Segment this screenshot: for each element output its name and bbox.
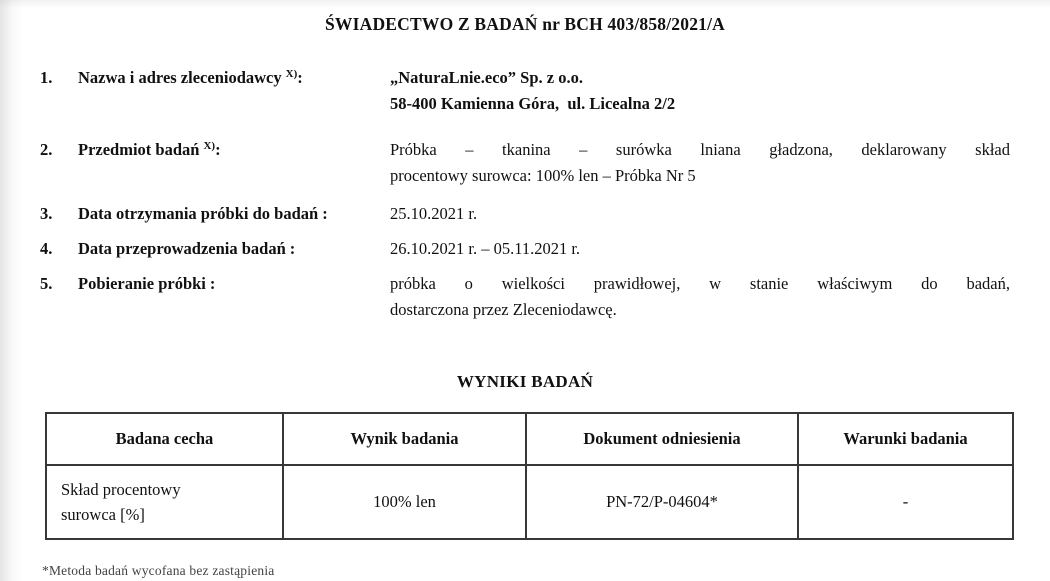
scan-top-shadow bbox=[0, 0, 1050, 8]
item-value bbox=[390, 65, 1010, 117]
item-label-colon: : bbox=[322, 204, 328, 223]
item-number: 5. bbox=[40, 274, 53, 293]
item-client-name-address bbox=[40, 65, 1010, 117]
item-number: 3. bbox=[40, 204, 53, 223]
results-section-heading: WYNIKI BADAŃ bbox=[456, 372, 594, 391]
item-label bbox=[78, 137, 390, 163]
item-sample-received-date bbox=[40, 201, 1010, 227]
footnote-marker: X) bbox=[285, 67, 298, 80]
results-table-header-row bbox=[46, 413, 1013, 465]
item-value bbox=[390, 271, 1010, 323]
item-label-colon: : bbox=[289, 239, 296, 258]
item-sampling bbox=[40, 271, 1010, 323]
item-value bbox=[390, 236, 1010, 262]
sampling-line2: dostarczona przez Zleceniodawcę. bbox=[390, 300, 617, 319]
item-value bbox=[390, 201, 1010, 227]
cell-test-conditions: - bbox=[798, 465, 1013, 539]
item-label bbox=[78, 271, 390, 297]
test-subject-line2: procentowy surowca: 100% len – Próbka Nr 5 bbox=[390, 166, 696, 185]
item-label bbox=[78, 201, 390, 227]
item-number: 1. bbox=[40, 68, 53, 87]
client-address: 58-400 Kamienna Góra, ul. Licealna 2/2 bbox=[390, 94, 676, 113]
item-number: 2. bbox=[40, 140, 53, 159]
item-label-text: Pobieranie próbki bbox=[78, 274, 206, 293]
tested-feature-text: Skład procentowy surowca [%] bbox=[61, 480, 181, 524]
header-tested-feature: Badana cecha bbox=[46, 413, 283, 465]
test-subject-line1: Próbka – tkanina – surówka lniana gładzona, deklarowany skład bbox=[390, 140, 1010, 159]
item-test-subject bbox=[40, 137, 1010, 189]
item-label-colon: : bbox=[297, 68, 303, 87]
client-company-name: „NaturaLnie.eco” Sp. z o.o. bbox=[390, 68, 583, 87]
cell-tested-feature bbox=[46, 465, 283, 539]
test-date-range: 26.10.2021 r. – 05.11.2021 r. bbox=[390, 239, 581, 258]
item-label-colon: : bbox=[209, 274, 216, 293]
header-test-conditions: Warunki badania bbox=[798, 413, 1013, 465]
item-label bbox=[78, 236, 390, 262]
header-test-result: Wynik badania bbox=[283, 413, 526, 465]
item-value bbox=[390, 137, 1010, 189]
item-label bbox=[78, 65, 390, 91]
results-table bbox=[45, 412, 1014, 540]
item-label-text: Data otrzymania próbki do badań bbox=[78, 204, 319, 223]
item-label-text: Data przeprowadzenia badań bbox=[78, 239, 286, 258]
sampling-line1: próbka o wielkości prawidłowej, w stanie właściwym do badań, bbox=[390, 274, 1010, 293]
cell-test-result: 100% len bbox=[283, 465, 526, 539]
document-title: ŚWIADECTWO Z BADAŃ nr BCH 403/858/2021/A bbox=[324, 14, 725, 34]
method-withdrawn-footnote: *Metoda badań wycofana bez zastąpienia bbox=[42, 563, 275, 578]
scan-left-shadow bbox=[0, 0, 22, 581]
sample-received-date: 25.10.2021 r. bbox=[390, 204, 478, 223]
item-number: 4. bbox=[40, 239, 53, 258]
cell-reference-document: PN-72/P-04604* bbox=[526, 465, 798, 539]
footnote-marker: X) bbox=[203, 139, 216, 152]
item-label-colon: : bbox=[215, 140, 221, 159]
item-label-text: Przedmiot badań bbox=[78, 140, 200, 159]
item-label-text: Nazwa i adres zleceniodawcy bbox=[78, 68, 282, 87]
header-reference-document: Dokument odniesienia bbox=[526, 413, 798, 465]
table-row bbox=[46, 465, 1013, 539]
item-test-dates bbox=[40, 236, 1010, 262]
